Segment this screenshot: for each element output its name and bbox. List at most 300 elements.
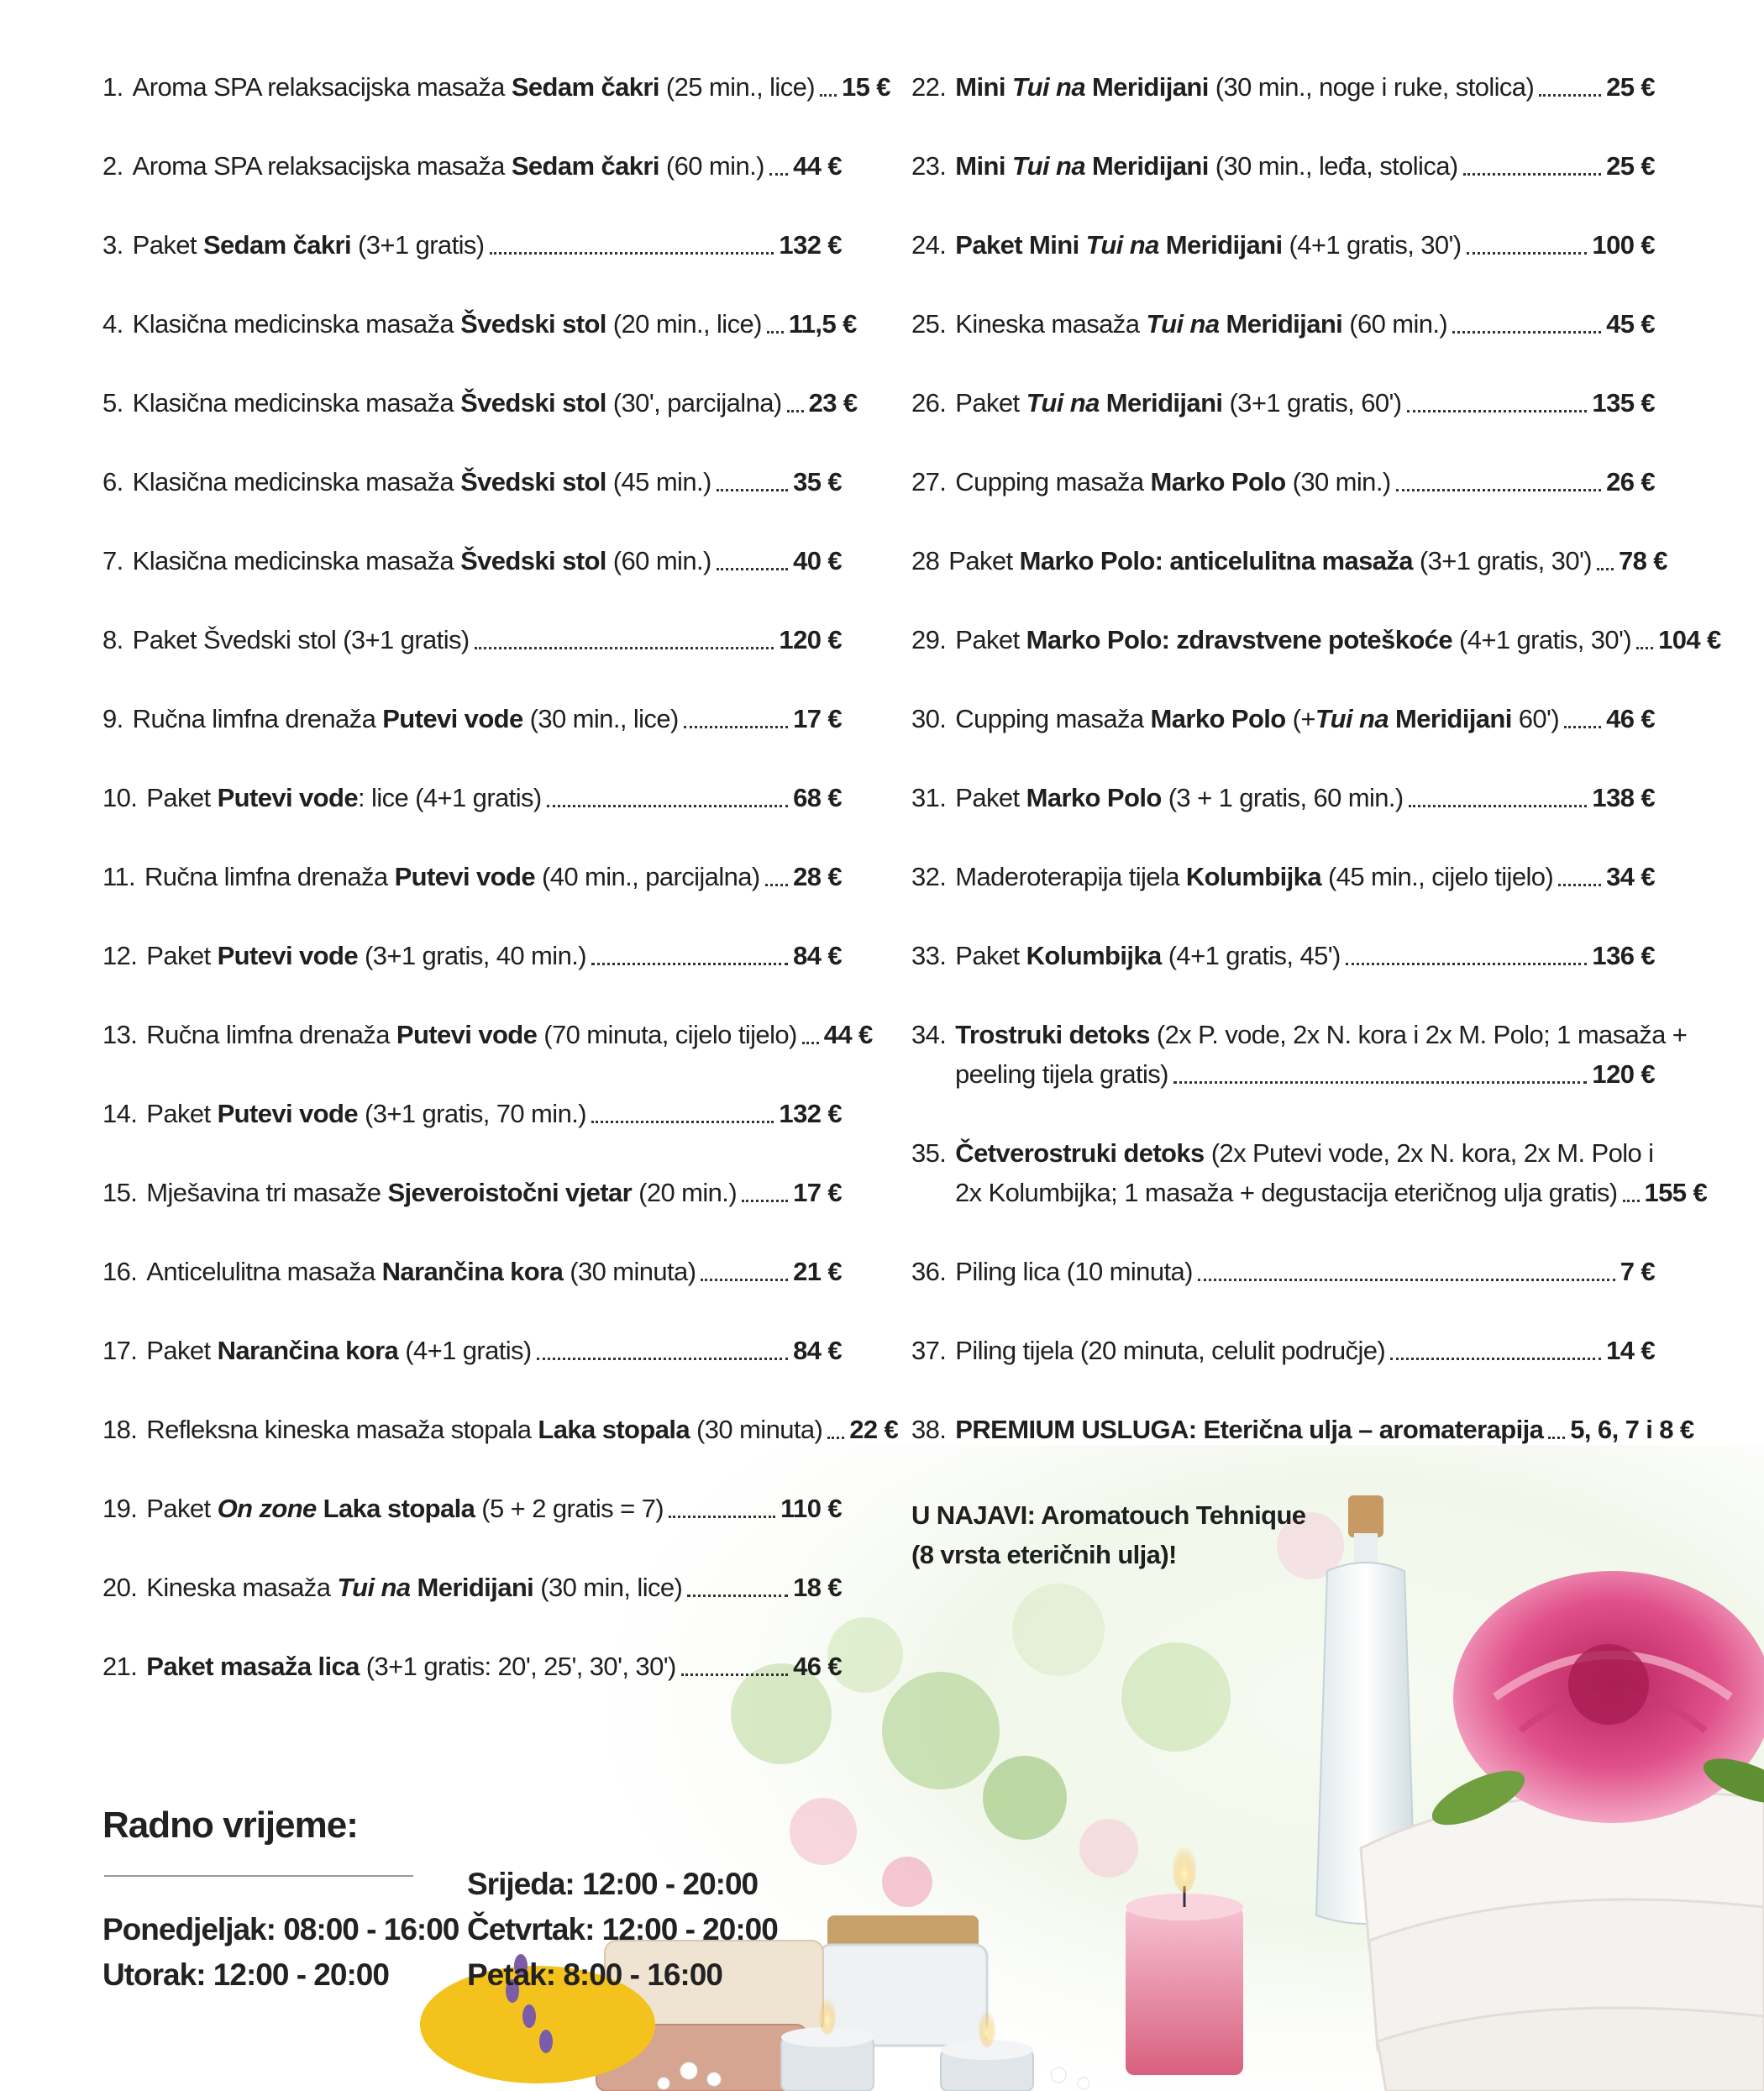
item-text-part: (+: [1285, 704, 1315, 733]
item-text-part: (2x P. vode, 2x N. kora i 2x M. Polo; 1 masaža +: [1149, 1020, 1688, 1049]
item-price: 18 €: [793, 1573, 842, 1602]
item-text-part: Paket: [146, 783, 218, 812]
item-text-part: Meridijani: [1219, 309, 1343, 339]
item-description: [955, 462, 1390, 502]
item-text-part: Meridijani: [1085, 72, 1209, 102]
item-text-part: Sedam čakri: [511, 72, 659, 102]
item-price: 44 €: [793, 151, 842, 181]
item-description: [133, 225, 485, 265]
item-text-part: Tui na: [337, 1573, 411, 1602]
item-price: 84 €: [793, 941, 842, 970]
price-list-item: [102, 541, 842, 581]
item-price: 17 €: [793, 704, 842, 733]
item-text-part: Putevi vode: [217, 1099, 358, 1128]
dot-leader: [681, 1673, 788, 1676]
item-number: 32.: [911, 862, 947, 891]
dot-leader: [717, 489, 788, 491]
item-text-part: (60 min.): [659, 151, 764, 181]
item-text-part: PREMIUM USLUGA: Eterična ulja – aromaterapija: [955, 1415, 1544, 1444]
price-list-item: [102, 1094, 842, 1133]
item-number: 16.: [102, 1257, 138, 1286]
item-text-part: Paket: [955, 625, 1026, 654]
item-text-part: Sedam čakri: [202, 230, 352, 260]
item-description: [955, 857, 1553, 896]
dot-leader: [1636, 647, 1653, 649]
item-description: [133, 67, 815, 107]
item-text-part: Švedski stol: [460, 388, 606, 418]
hours-thursday: Četvrtak: 12:00 - 20:00: [467, 1912, 778, 1947]
item-text-part: Klasična medicinska masaža: [132, 388, 461, 418]
item-description: [144, 857, 760, 896]
price-list-item: [911, 1331, 1655, 1370]
item-price: 14 €: [1606, 1336, 1655, 1365]
item-number: 15.: [102, 1178, 138, 1207]
item-text-part: Cupping masaža: [955, 704, 1151, 733]
item-description: [955, 146, 1457, 186]
item-text-part: (20 min., lice): [606, 309, 762, 339]
item-description: [955, 936, 1340, 975]
item-description: [146, 1173, 737, 1212]
dot-leader: [820, 94, 837, 97]
item-price: 34 €: [1606, 862, 1655, 891]
dot-leader: [1390, 1358, 1601, 1360]
item-price: 35 €: [793, 467, 842, 496]
item-text-part: Putevi vode: [217, 783, 358, 812]
item-number: 25.: [911, 309, 947, 339]
item-text-part: (30 min, lice): [533, 1573, 683, 1602]
item-number: 8.: [102, 625, 123, 654]
price-list-item: [102, 1489, 842, 1528]
item-text-part: (4+1 gratis, 45'): [1161, 941, 1341, 970]
item-number: 6.: [102, 467, 123, 496]
dot-leader: [1467, 252, 1588, 255]
dot-leader: [1564, 726, 1601, 728]
item-text-part: Paket: [955, 941, 1026, 970]
item-text-part: Ručna limfna drenaža: [146, 1020, 396, 1049]
dot-leader: [1452, 331, 1601, 334]
item-text-part: Sedam čakri: [511, 151, 659, 181]
item-text-part: (3+1 gratis): [351, 230, 485, 260]
price-list-item: [911, 541, 1667, 581]
item-text-part: (3+1 gratis, 70 min.): [358, 1099, 586, 1128]
item-text-part: (45 min., cijelo tijelo): [1320, 862, 1554, 891]
item-text-part: (30', parcijalna): [606, 388, 782, 418]
item-number: 27.: [911, 467, 947, 496]
dot-leader: [547, 805, 788, 807]
item-text-part: Paket: [948, 546, 1020, 575]
item-number: 21.: [102, 1652, 138, 1681]
item-price: 40 €: [793, 546, 842, 575]
dot-leader: [537, 1358, 788, 1360]
dot-leader: [591, 1121, 774, 1123]
item-text-part: Tui na: [1085, 230, 1159, 260]
dot-leader: [1173, 1081, 1588, 1084]
item-text-part: Laka stopala: [538, 1415, 690, 1444]
item-description: [955, 225, 1461, 265]
item-text-part: : lice (4+1 gratis): [358, 783, 542, 812]
item-price: 155 €: [1644, 1178, 1708, 1207]
item-text-part: (3+1 gratis, 30'): [1412, 546, 1593, 575]
item-text-part: (70 minuta, cijelo tijelo): [537, 1020, 797, 1049]
item-price: 46 €: [1606, 704, 1655, 733]
item-price: 136 €: [1592, 941, 1655, 970]
item-price: 132 €: [779, 230, 842, 260]
item-number: 14.: [102, 1099, 138, 1128]
item-text-part: Paket: [146, 1336, 218, 1365]
item-text-part: Putevi vode: [394, 862, 535, 891]
dot-leader: [475, 647, 774, 649]
item-number: 38.: [911, 1415, 947, 1444]
price-list-item: [911, 67, 1655, 107]
item-text-part: (20 min.): [632, 1178, 738, 1207]
dot-leader: [1597, 568, 1614, 570]
dot-leader: [1539, 94, 1601, 97]
price-list-item: [102, 225, 842, 265]
item-text-part: Sjeveroistočni vjetar: [387, 1178, 633, 1207]
price-list-item: [911, 699, 1655, 738]
item-number: 1.: [102, 72, 123, 102]
price-list-item: [102, 67, 890, 107]
price-list-item: [911, 778, 1655, 817]
price-list-item: [911, 225, 1655, 265]
price-list-item: [102, 1647, 842, 1686]
item-text-part: Marko Polo: [1150, 704, 1286, 733]
price-list-right-column: [911, 67, 1721, 1489]
item-number: 26.: [911, 388, 947, 418]
dot-leader: [684, 726, 788, 728]
item-text-part: 60'): [1511, 704, 1560, 733]
item-price: 44 €: [823, 1020, 873, 1049]
item-text-part: Kineska masaža: [955, 309, 1147, 339]
item-text-part: Tui na: [1315, 704, 1389, 733]
item-number: 3.: [102, 230, 123, 260]
item-description: [133, 146, 764, 186]
item-price: 11,5 €: [788, 309, 857, 339]
item-text-part: Tui na: [1026, 388, 1100, 418]
item-description: [133, 699, 679, 738]
item-text-part: Četverostruki detoks: [955, 1138, 1205, 1168]
dot-leader: [1346, 963, 1588, 965]
price-list-item: [911, 462, 1655, 502]
item-price: 21 €: [793, 1257, 842, 1286]
price-list-item: [102, 620, 842, 659]
item-text-part: (25 min., lice): [659, 72, 815, 102]
item-price: 100 €: [1592, 230, 1655, 260]
item-text-part: Švedski stol: [460, 546, 606, 575]
item-price: 7 €: [1620, 1257, 1655, 1286]
dot-leader: [787, 410, 804, 412]
item-text-part: Meridijani: [1158, 230, 1283, 260]
item-text-part: Narančina kora: [381, 1257, 564, 1286]
item-description: [146, 1015, 796, 1054]
item-line-1: [911, 1015, 1688, 1054]
item-number: 11.: [102, 862, 135, 891]
item-description: [133, 304, 762, 344]
dot-leader: [591, 963, 788, 965]
item-price: 22 €: [849, 1415, 899, 1444]
item-description: [948, 541, 1592, 581]
item-number: 22.: [911, 72, 947, 102]
item-description: [133, 462, 711, 502]
price-list-item: [102, 857, 842, 896]
price-list-item: [911, 1410, 1694, 1449]
item-description: [955, 383, 1401, 423]
dot-leader: [1396, 489, 1602, 491]
item-price: 110 €: [780, 1494, 842, 1523]
item-text-part: Klasična medicinska masaža: [132, 467, 461, 496]
item-text-part: Aroma SPA relaksacijska masaža: [132, 151, 512, 181]
price-list-item: [102, 304, 857, 344]
price-list-item: [102, 778, 842, 817]
item-line-2: [911, 1054, 1655, 1094]
item-text-part: (2x Putevi vode, 2x N. kora, 2x M. Polo i: [1204, 1138, 1654, 1168]
item-text-part: Maderoterapija tijela: [955, 862, 1186, 891]
item-number: 24.: [911, 230, 947, 260]
item-text-part: (30 min., lice): [522, 704, 679, 733]
item-text-part: (4+1 gratis, 30'): [1452, 625, 1632, 654]
item-description: [955, 67, 1534, 107]
item-text-part: (60 min.): [1342, 309, 1448, 339]
item-text-part: Paket Švedski stol (3+1 gratis): [132, 625, 470, 654]
item-text-part: (30 min., noge i ruke, stolica): [1208, 72, 1535, 102]
item-text-part: (4+1 gratis): [398, 1336, 532, 1365]
item-text-part: (5 + 2 gratis = 7): [475, 1494, 664, 1523]
item-price: 46 €: [793, 1652, 842, 1681]
item-text-part: Švedski stol: [460, 309, 606, 339]
item-text-part: Aroma SPA relaksacijska masaža: [132, 72, 512, 102]
item-price: 120 €: [1592, 1059, 1655, 1089]
item-description: [133, 541, 711, 581]
dot-leader: [827, 1437, 844, 1439]
hours-friday: Petak: 8:00 - 16:00: [467, 1957, 722, 1992]
item-description: [146, 1489, 664, 1528]
dot-leader: [701, 1279, 788, 1281]
item-price: 135 €: [1592, 388, 1655, 418]
dot-leader: [769, 173, 788, 176]
working-hours-title: Radno vrijeme:: [102, 1805, 358, 1846]
item-number: 30.: [911, 704, 947, 733]
item-price: 15 €: [841, 72, 890, 102]
item-text-part: Paket masaža lica: [146, 1652, 360, 1681]
item-text-part: (3+1 gratis, 60'): [1222, 388, 1402, 418]
item-text-part: Meridijani: [1389, 704, 1512, 733]
item-price: 78 €: [1619, 546, 1667, 575]
item-description: [133, 620, 470, 659]
item-description: [146, 1410, 822, 1449]
item-number: 5.: [102, 388, 123, 418]
price-list-item: [102, 1410, 899, 1449]
item-description: [146, 778, 541, 817]
item-text-part: Ručna limfna drenaža: [132, 704, 383, 733]
announcement: [911, 1495, 1415, 1574]
item-text-part: (30 min.): [1285, 467, 1391, 496]
item-text-part: Paket: [955, 388, 1026, 418]
dot-leader: [767, 331, 784, 334]
item-text-part: Meridijani: [410, 1573, 534, 1602]
item-number: 12.: [102, 941, 138, 970]
item-price: 45 €: [1606, 309, 1655, 339]
price-list-item: [102, 1568, 842, 1607]
dot-leader: [802, 1042, 819, 1044]
dot-leader: [1463, 173, 1601, 176]
item-text-part: Mini: [955, 72, 1012, 102]
price-list-item: [911, 1252, 1655, 1291]
item-price: 68 €: [793, 783, 842, 812]
item-number: 18.: [102, 1415, 138, 1444]
announcement-line-2: (8 vrsta eteričnih ulja)!: [911, 1540, 1177, 1569]
item-text-part: Putevi vode: [382, 704, 523, 733]
dot-leader: [1407, 410, 1588, 412]
item-description: [146, 1568, 682, 1607]
item-number: 19.: [102, 1494, 138, 1523]
item-text-part: Paket: [146, 1099, 218, 1128]
dot-leader: [687, 1595, 788, 1597]
item-text-part: (3 + 1 gratis, 60 min.): [1161, 783, 1404, 812]
dot-leader: [1558, 884, 1601, 886]
item-text-part: Marko Polo: zdravstvene poteškoće: [1026, 625, 1452, 654]
item-text-part: Marko Polo: anticelulitna masaža: [1019, 546, 1413, 575]
price-list-item: [911, 936, 1655, 975]
price-list-item: [102, 1331, 842, 1370]
price-list-item: [911, 146, 1655, 186]
item-text-part: Kolumbijka: [1026, 941, 1162, 970]
item-number: 20.: [102, 1573, 138, 1602]
price-list-item: [911, 620, 1721, 659]
dot-leader: [669, 1516, 775, 1518]
item-price: 132 €: [779, 1099, 842, 1128]
item-text-part: Paket Mini: [955, 230, 1086, 260]
item-text-part: (40 min., parcijalna): [534, 862, 760, 891]
item-price: 28 €: [793, 862, 842, 891]
item-text-part: (3+1 gratis: 20', 25', 30', 30'): [359, 1652, 676, 1681]
price-list-item: [102, 1015, 873, 1054]
dot-leader: [1548, 1437, 1565, 1439]
item-price: 25 €: [1606, 151, 1655, 181]
item-text-part: Tui na: [1011, 151, 1086, 181]
price-list-item: [911, 304, 1655, 344]
item-text-part: Švedski stol: [460, 467, 606, 496]
item-text-part: (30 minuta): [690, 1415, 823, 1444]
item-description: [146, 1252, 696, 1291]
item-text-part: Trostruki detoks: [955, 1020, 1150, 1049]
item-text-part: Ručna limfna drenaža: [144, 862, 395, 891]
hours-monday: Ponedjeljak: 08:00 - 16:00: [102, 1912, 459, 1947]
item-text-part: (60 min.): [606, 546, 711, 575]
item-description: [955, 1252, 1193, 1291]
item-description: [955, 778, 1403, 817]
item-text-part: Marko Polo: [1026, 783, 1162, 812]
dot-leader: [1623, 1200, 1640, 1202]
item-number: 23.: [911, 151, 947, 181]
price-list-item: [102, 936, 842, 975]
item-text-part: (30 minuta): [563, 1257, 696, 1286]
item-text-part: Klasična medicinska masaža: [132, 546, 461, 575]
item-price: 104 €: [1658, 625, 1721, 654]
item-number: 28: [911, 546, 940, 575]
price-list-item: [911, 1015, 1688, 1094]
item-text-part: Paket: [955, 783, 1026, 812]
item-description: [146, 1647, 675, 1686]
item-description: [955, 620, 1631, 659]
item-text-part: Meridijani: [1085, 151, 1209, 181]
item-price: 5, 6, 7 i 8 €: [1570, 1415, 1694, 1444]
item-number: 34.: [911, 1020, 947, 1049]
item-description: [146, 936, 586, 975]
dot-leader: [490, 252, 774, 255]
price-list-item: [911, 857, 1655, 896]
price-list-item: [102, 1252, 842, 1291]
item-number: 13.: [102, 1020, 138, 1049]
item-number: 17.: [102, 1336, 138, 1365]
item-text-part: Narančina kora: [217, 1336, 399, 1365]
item-text-part: Piling tijela (20 minuta, celulit područje): [955, 1336, 1386, 1365]
item-description-continued: peeling tijela gratis): [955, 1059, 1168, 1089]
item-price: 23 €: [808, 388, 858, 418]
announcement-line-1: U NAJAVI: Aromatouch Tehnique: [911, 1500, 1306, 1530]
item-description: [955, 1015, 1687, 1054]
dot-leader: [1409, 805, 1588, 807]
item-number: 33.: [911, 941, 947, 970]
price-list-item: [911, 1133, 1708, 1212]
item-description: [955, 1133, 1653, 1173]
item-description: [146, 1331, 531, 1370]
item-description: [955, 1410, 1543, 1449]
item-line-1: [911, 1133, 1655, 1173]
working-hours-column-1: [102, 1907, 459, 1998]
item-text-part: Meridijani: [1099, 388, 1223, 418]
price-list-left-column: [102, 67, 899, 1726]
item-price: 84 €: [793, 1336, 842, 1365]
item-text-part: Putevi vode: [396, 1020, 538, 1049]
hours-wednesday: Srijeda: 12:00 - 20:00: [467, 1867, 759, 1901]
item-number: 7.: [102, 546, 123, 575]
item-number: 36.: [911, 1257, 947, 1286]
item-text-part: Kolumbijka: [1185, 862, 1321, 891]
item-text-part: Piling lica (10 minuta): [955, 1257, 1193, 1286]
item-text-part: (45 min.): [606, 467, 711, 496]
price-list-item: [102, 146, 842, 186]
item-price: 25 €: [1606, 72, 1655, 102]
hours-tuesday: Utorak: 12:00 - 20:00: [102, 1957, 389, 1992]
item-text-part: Laka stopala: [316, 1494, 475, 1523]
item-number: 10.: [102, 783, 138, 812]
item-text-part: Refleksna kineska masaža stopala: [146, 1415, 538, 1444]
item-text-part: Tui na: [1011, 72, 1086, 102]
item-number: 29.: [911, 625, 947, 654]
item-description-continued: 2x Kolumbijka; 1 masaža + degustacija eteričnog ulja gratis): [955, 1178, 1618, 1207]
item-text-part: (30 min., leđa, stolica): [1208, 151, 1458, 181]
dot-leader: [717, 568, 788, 570]
item-description: [955, 304, 1447, 344]
item-text-part: Klasična medicinska masaža: [132, 309, 461, 339]
dot-leader: [1198, 1279, 1615, 1281]
item-text-part: Paket: [146, 941, 218, 970]
item-price: 138 €: [1592, 783, 1655, 812]
item-text-part: (3+1 gratis, 40 min.): [358, 941, 586, 970]
item-number: 37.: [911, 1336, 947, 1365]
dot-leader: [742, 1200, 788, 1202]
item-number: 4.: [102, 309, 123, 339]
price-list-item: [102, 383, 858, 423]
item-text-part: Putevi vode: [217, 941, 358, 970]
item-number: 35.: [911, 1138, 947, 1168]
item-price: 26 €: [1606, 467, 1655, 496]
item-line-2: [911, 1173, 1708, 1212]
item-text-part: (4+1 gratis, 30'): [1282, 230, 1462, 260]
item-text-part: On zone: [217, 1494, 317, 1523]
item-text-part: Kineska masaža: [146, 1573, 338, 1602]
dot-leader: [765, 884, 788, 886]
